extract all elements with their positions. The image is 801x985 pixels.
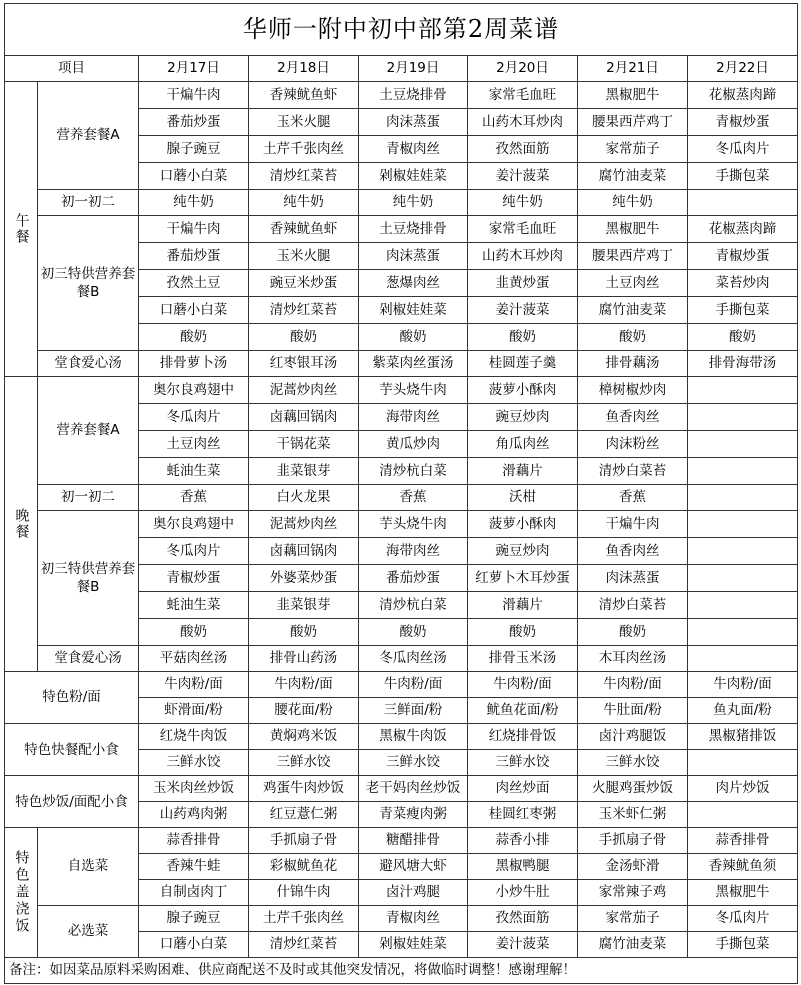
table-row (5, 56, 798, 82)
dish-cell: 纯牛奶 (468, 190, 578, 216)
dish-cell: 纯牛奶 (249, 190, 359, 216)
dish-cell: 家常辣子鸡 (578, 880, 688, 906)
dish-cell: 剁椒娃娃菜 (359, 163, 468, 190)
dish-cell: 腰花面/粉 (249, 698, 359, 724)
dish-cell: 冬瓜肉片 (139, 538, 249, 565)
dish-cell: 三鲜面/粉 (359, 698, 468, 724)
dish-cell: 什锦牛肉 (249, 880, 359, 906)
menu-table-body (5, 4, 798, 984)
dish-cell: 腺子豌豆 (139, 906, 249, 932)
dish-cell: 菠萝小酥肉 (468, 377, 578, 404)
set-a-label: 营养套餐A (38, 82, 139, 190)
dish-cell: 手抓扇子骨 (578, 828, 688, 854)
dish-cell: 虾滑面/粉 (139, 698, 249, 724)
header-date: 2月18日 (249, 56, 359, 82)
dish-cell: 芋头烧牛肉 (359, 377, 468, 404)
dish-cell: 干锅花菜 (249, 431, 359, 458)
dish-cell: 蒜香排骨 (139, 828, 249, 854)
table-row (5, 82, 798, 109)
dish-cell: 腰果西芹鸡丁 (578, 109, 688, 136)
dish-cell: 纯牛奶 (578, 190, 688, 216)
dish-cell: 酸奶 (468, 619, 578, 646)
dish-cell: 香蕉 (578, 485, 688, 511)
table-row (5, 646, 798, 672)
dish-cell: 樟树椒炒肉 (578, 377, 688, 404)
dish-cell: 牛肉粉/面 (139, 672, 249, 698)
dish-cell: 肉沫粉丝 (578, 431, 688, 458)
dish-cell: 香辣鱿鱼须 (688, 854, 798, 880)
dish-cell: 酸奶 (578, 324, 688, 351)
dish-cell: 酸奶 (249, 324, 359, 351)
dish-cell: 红枣银耳汤 (249, 351, 359, 377)
dish-cell: 清炒白菜苔 (578, 458, 688, 485)
dish-cell: 卤藕回锅肉 (249, 404, 359, 431)
dish-cell: 青菜瘦肉粥 (359, 802, 468, 828)
dish-cell: 手撕包菜 (688, 932, 798, 958)
dish-cell: 避风塘大虾 (359, 854, 468, 880)
table-row (5, 216, 798, 243)
dish-cell: 三鲜水饺 (578, 750, 688, 776)
header-date: 2月21日 (578, 56, 688, 82)
dish-cell: 卤汁鸡腿 (359, 880, 468, 906)
dish-cell: 豌豆炒肉 (468, 538, 578, 565)
dish-cell: 黑椒猪排饭 (688, 724, 798, 750)
dish-cell: 蒜香小排 (468, 828, 578, 854)
dish-cell (688, 404, 798, 431)
menu-table (4, 3, 798, 984)
dish-cell: 山药鸡肉粥 (139, 802, 249, 828)
dish-cell: 酸奶 (688, 324, 798, 351)
dish-cell: 芋头烧牛肉 (359, 511, 468, 538)
dish-cell: 卤藕回锅肉 (249, 538, 359, 565)
dish-cell (688, 592, 798, 619)
dish-cell: 菜苔炒肉 (688, 270, 798, 297)
dish-cell: 糖醋排骨 (359, 828, 468, 854)
dish-cell: 三鲜水饺 (249, 750, 359, 776)
dish-cell: 孜然土豆 (139, 270, 249, 297)
soup-label: 堂食爱心汤 (38, 351, 139, 377)
table-row (5, 828, 798, 854)
dish-cell: 酸奶 (139, 619, 249, 646)
dish-cell: 鱼香肉丝 (578, 538, 688, 565)
dish-cell: 自制卤肉丁 (139, 880, 249, 906)
table-row (5, 724, 798, 750)
dish-cell: 韭菜银芽 (249, 592, 359, 619)
dish-cell: 外婆菜炒蛋 (249, 565, 359, 592)
dish-cell: 排骨藕汤 (578, 351, 688, 377)
dish-cell: 家常毛血旺 (468, 216, 578, 243)
dish-cell: 木耳肉丝汤 (578, 646, 688, 672)
dish-cell: 土豆肉丝 (578, 270, 688, 297)
dish-cell: 黑椒肥牛 (578, 216, 688, 243)
dish-cell (688, 802, 798, 828)
dish-cell: 冬瓜肉片 (688, 906, 798, 932)
dish-cell: 黑椒牛肉饭 (359, 724, 468, 750)
header-date: 2月22日 (688, 56, 798, 82)
dish-cell: 纯牛奶 (359, 190, 468, 216)
dish-cell: 酸奶 (249, 619, 359, 646)
dish-cell: 牛肚面/粉 (578, 698, 688, 724)
dish-cell: 清炒红菜苔 (249, 297, 359, 324)
dish-cell: 黑椒肥牛 (578, 82, 688, 109)
dish-cell: 姜汁菠菜 (468, 297, 578, 324)
dish-cell: 腐竹油麦菜 (578, 297, 688, 324)
dish-cell (688, 750, 798, 776)
dish-cell (688, 377, 798, 404)
dish-cell: 肉沫蒸蛋 (578, 565, 688, 592)
dish-cell: 肉沫蒸蛋 (359, 243, 468, 270)
dish-cell: 花椒蒸肉蹄 (688, 216, 798, 243)
dish-cell: 青椒炒蛋 (139, 565, 249, 592)
dish-cell: 青椒肉丝 (359, 136, 468, 163)
dish-cell (688, 190, 798, 216)
dish-cell: 孜然面筋 (468, 906, 578, 932)
dish-cell: 青椒肉丝 (359, 906, 468, 932)
dish-cell: 牛肉粉/面 (688, 672, 798, 698)
header-item-label: 项目 (5, 56, 139, 82)
dish-cell: 青椒炒蛋 (688, 109, 798, 136)
header-date: 2月19日 (359, 56, 468, 82)
dish-cell: 三鲜水饺 (468, 750, 578, 776)
dish-cell: 肉片炒饭 (688, 776, 798, 802)
dish-cell: 家常毛血旺 (468, 82, 578, 109)
dish-cell: 鱿鱼花面/粉 (468, 698, 578, 724)
dish-cell: 姜汁菠菜 (468, 163, 578, 190)
lunch-label: 午餐 (5, 82, 38, 377)
dish-cell: 清炒白菜苔 (578, 592, 688, 619)
dish-cell: 腰果西芹鸡丁 (578, 243, 688, 270)
dish-cell: 红萝卜木耳炒蛋 (468, 565, 578, 592)
footer-note: 备注：如因菜品原料采购困难、供应商配送不及时或其他突发情况，将做临时调整！感谢理解！ (5, 958, 798, 984)
dish-cell (688, 458, 798, 485)
dish-cell: 桂圆红枣粥 (468, 802, 578, 828)
dish-cell: 干煸牛肉 (139, 216, 249, 243)
dish-cell: 山药木耳炒肉 (468, 109, 578, 136)
dish-cell: 排骨玉米汤 (468, 646, 578, 672)
dish-cell: 腐竹油麦菜 (578, 163, 688, 190)
page-title: 华师一附中初中部第2周菜谱 (5, 4, 798, 56)
dish-cell: 酸奶 (468, 324, 578, 351)
dish-cell: 奥尔良鸡翅中 (139, 377, 249, 404)
dish-cell: 肉沫蒸蛋 (359, 109, 468, 136)
dish-cell: 泥蒿炒肉丝 (249, 511, 359, 538)
dish-cell: 手抓扇子骨 (249, 828, 359, 854)
dish-cell: 小炒牛肚 (468, 880, 578, 906)
dish-cell: 土豆烧排骨 (359, 82, 468, 109)
dish-cell: 香辣鱿鱼虾 (249, 216, 359, 243)
dish-cell: 三鲜水饺 (359, 750, 468, 776)
dish-cell: 鸡蛋牛肉炒饭 (249, 776, 359, 802)
dish-cell: 清炒红菜苔 (249, 932, 359, 958)
dish-cell: 番茄炒蛋 (139, 109, 249, 136)
dish-cell: 干煸牛肉 (578, 511, 688, 538)
header-date: 2月20日 (468, 56, 578, 82)
grade12-label: 初一初二 (38, 485, 139, 511)
dish-cell: 香蕉 (139, 485, 249, 511)
dish-cell: 黄焖鸡米饭 (249, 724, 359, 750)
dish-cell: 牛肉粉/面 (359, 672, 468, 698)
dish-cell: 奥尔良鸡翅中 (139, 511, 249, 538)
dish-cell: 蒜香排骨 (688, 828, 798, 854)
table-row (5, 190, 798, 216)
covered-rice-label: 特色盖浇饭 (5, 828, 38, 958)
dish-cell: 酸奶 (359, 619, 468, 646)
dish-cell: 腐竹油麦菜 (578, 932, 688, 958)
dish-cell: 土豆肉丝 (139, 431, 249, 458)
dish-cell: 香辣牛蛙 (139, 854, 249, 880)
dish-cell: 蚝油生菜 (139, 458, 249, 485)
dish-cell: 黑椒鸭腿 (468, 854, 578, 880)
dish-cell (688, 619, 798, 646)
dish-cell: 酸奶 (139, 324, 249, 351)
dish-cell: 牛肉粉/面 (249, 672, 359, 698)
table-row (5, 351, 798, 377)
dish-cell: 角瓜肉丝 (468, 431, 578, 458)
dish-cell: 豌豆米炒蛋 (249, 270, 359, 297)
dish-cell: 口蘑小白菜 (139, 932, 249, 958)
dish-cell: 牛肉粉/面 (468, 672, 578, 698)
dish-cell: 红豆薏仁粥 (249, 802, 359, 828)
dish-cell: 冬瓜肉丝汤 (359, 646, 468, 672)
dish-cell: 姜汁菠菜 (468, 932, 578, 958)
dish-cell: 香辣鱿鱼虾 (249, 82, 359, 109)
dish-cell (688, 485, 798, 511)
required-dishes-label: 必选菜 (38, 906, 139, 958)
dish-cell: 泥蒿炒肉丝 (249, 377, 359, 404)
dish-cell: 肉丝炒面 (468, 776, 578, 802)
dish-cell: 排骨海带汤 (688, 351, 798, 377)
dish-cell: 香蕉 (359, 485, 468, 511)
dish-cell: 白火龙果 (249, 485, 359, 511)
dish-cell: 彩椒鱿鱼花 (249, 854, 359, 880)
dish-cell (688, 565, 798, 592)
table-row (5, 377, 798, 404)
table-row (5, 958, 798, 984)
dish-cell: 玉米火腿 (249, 243, 359, 270)
specialty-noodles-label: 特色粉/面 (5, 672, 139, 724)
dish-cell: 菠萝小酥肉 (468, 511, 578, 538)
soup-label: 堂食爱心汤 (38, 646, 139, 672)
dish-cell: 土豆烧排骨 (359, 216, 468, 243)
dish-cell: 紫菜肉丝蛋汤 (359, 351, 468, 377)
header-date: 2月17日 (139, 56, 249, 82)
table-row (5, 906, 798, 932)
dish-cell: 桂圆莲子羹 (468, 351, 578, 377)
dish-cell: 滑藕片 (468, 592, 578, 619)
dish-cell: 山药木耳炒肉 (468, 243, 578, 270)
dish-cell: 沃柑 (468, 485, 578, 511)
set-b-label: 初三特供营养套餐B (38, 511, 139, 646)
dish-cell: 红烧牛肉饭 (139, 724, 249, 750)
dish-cell: 鱼香肉丝 (578, 404, 688, 431)
dish-cell: 青椒炒蛋 (688, 243, 798, 270)
fast-meal-label: 特色快餐配小食 (5, 724, 139, 776)
dish-cell: 卤汁鸡腿饭 (578, 724, 688, 750)
table-row (5, 672, 798, 698)
dish-cell: 排骨萝卜汤 (139, 351, 249, 377)
dish-cell: 滑藕片 (468, 458, 578, 485)
dish-cell: 番茄炒蛋 (359, 565, 468, 592)
dish-cell: 红烧排骨饭 (468, 724, 578, 750)
table-row (5, 776, 798, 802)
dish-cell: 黑椒肥牛 (688, 880, 798, 906)
dish-cell: 纯牛奶 (139, 190, 249, 216)
dish-cell: 花椒蒸肉蹄 (688, 82, 798, 109)
dish-cell: 黄瓜炒肉 (359, 431, 468, 458)
dish-cell: 腺子豌豆 (139, 136, 249, 163)
dish-cell (688, 431, 798, 458)
table-row (5, 485, 798, 511)
dish-cell: 酸奶 (578, 619, 688, 646)
dish-cell (688, 646, 798, 672)
dish-cell: 清炒红菜苔 (249, 163, 359, 190)
dish-cell: 海带肉丝 (359, 538, 468, 565)
dish-cell: 剁椒娃娃菜 (359, 297, 468, 324)
dish-cell: 口蘑小白菜 (139, 163, 249, 190)
dish-cell: 土芹千张肉丝 (249, 906, 359, 932)
dish-cell: 家常茄子 (578, 136, 688, 163)
dish-cell: 冬瓜肉片 (139, 404, 249, 431)
dish-cell: 玉米虾仁粥 (578, 802, 688, 828)
dish-cell: 冬瓜肉片 (688, 136, 798, 163)
set-b-label: 初三特供营养套餐B (38, 216, 139, 351)
dish-cell: 土芹千张肉丝 (249, 136, 359, 163)
dish-cell: 排骨山药汤 (249, 646, 359, 672)
dish-cell: 剁椒娃娃菜 (359, 932, 468, 958)
dish-cell: 鱼丸面/粉 (688, 698, 798, 724)
dish-cell: 手撕包菜 (688, 163, 798, 190)
set-a-label: 营养套餐A (38, 377, 139, 485)
dish-cell (688, 538, 798, 565)
dish-cell: 平菇肉丝汤 (139, 646, 249, 672)
dish-cell: 火腿鸡蛋炒饭 (578, 776, 688, 802)
dinner-label: 晚餐 (5, 377, 38, 672)
dish-cell: 蚝油生菜 (139, 592, 249, 619)
dish-cell: 番茄炒蛋 (139, 243, 249, 270)
dish-cell: 玉米肉丝炒饭 (139, 776, 249, 802)
dish-cell: 玉米火腿 (249, 109, 359, 136)
dish-cell: 家常茄子 (578, 906, 688, 932)
dish-cell: 豌豆炒肉 (468, 404, 578, 431)
dish-cell (688, 511, 798, 538)
dish-cell: 口蘑小白菜 (139, 297, 249, 324)
dish-cell: 老干妈肉丝炒饭 (359, 776, 468, 802)
dish-cell: 清炒杭白菜 (359, 592, 468, 619)
dish-cell: 清炒杭白菜 (359, 458, 468, 485)
dish-cell: 牛肉粉/面 (578, 672, 688, 698)
dish-cell: 手撕包菜 (688, 297, 798, 324)
grade12-label: 初一初二 (38, 190, 139, 216)
optional-dishes-label: 自选菜 (38, 828, 139, 906)
table-row (5, 511, 798, 538)
dish-cell: 韭黄炒蛋 (468, 270, 578, 297)
dish-cell: 酸奶 (359, 324, 468, 351)
dish-cell: 三鲜水饺 (139, 750, 249, 776)
dish-cell: 海带肉丝 (359, 404, 468, 431)
dish-cell: 孜然面筋 (468, 136, 578, 163)
dish-cell: 干煸牛肉 (139, 82, 249, 109)
dish-cell: 金汤虾滑 (578, 854, 688, 880)
fried-rice-label: 特色炒饭/面配小食 (5, 776, 139, 828)
dish-cell: 韭菜银芽 (249, 458, 359, 485)
dish-cell: 葱爆肉丝 (359, 270, 468, 297)
